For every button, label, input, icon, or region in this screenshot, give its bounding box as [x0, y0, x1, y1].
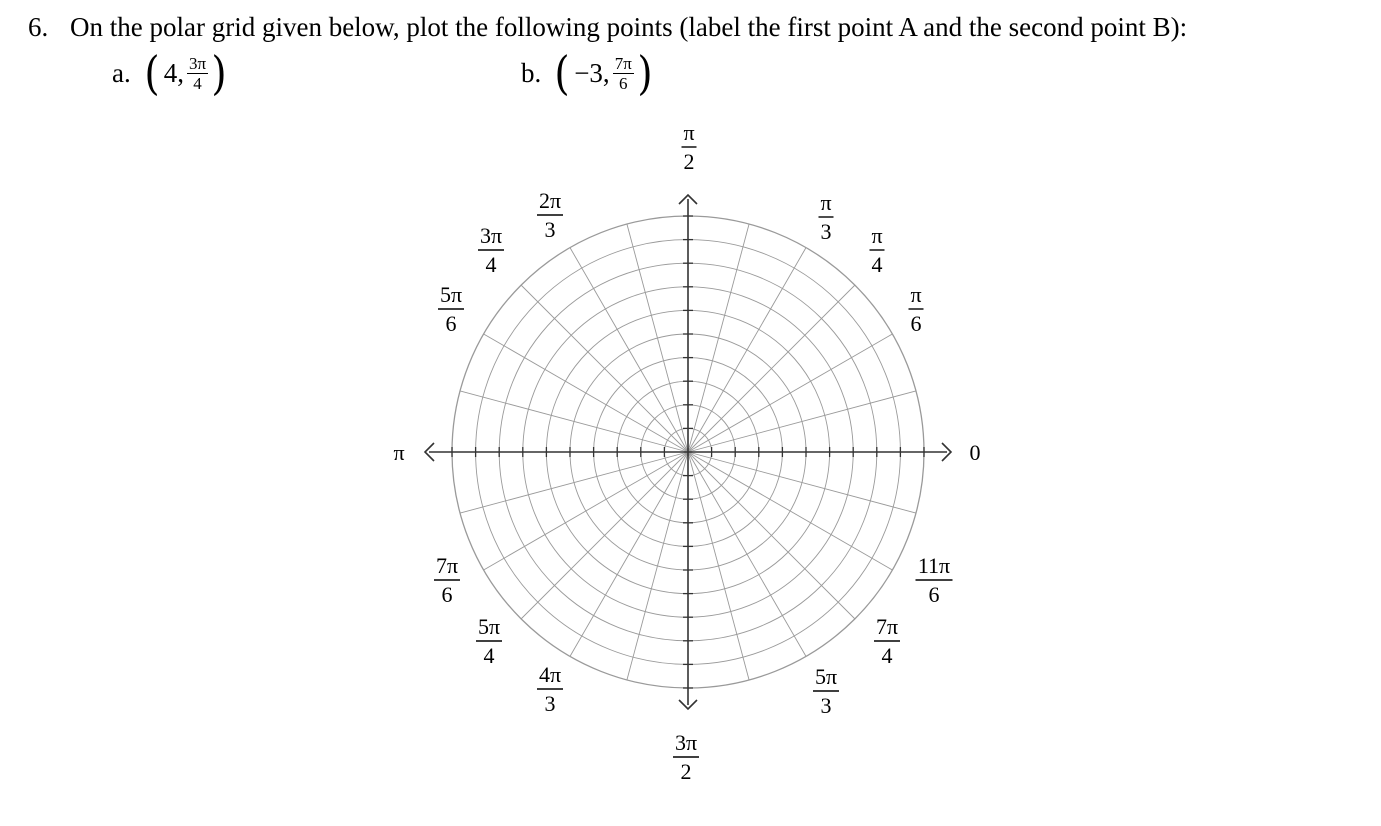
grid-spoke	[521, 285, 688, 452]
angle-label-denominator: 2	[680, 759, 692, 784]
angle-label-numerator: 5π	[814, 664, 838, 689]
angle-label-pi	[393, 440, 404, 465]
angle-label-denominator: 4	[881, 643, 893, 668]
angle-label-numerator: π	[910, 282, 922, 307]
point-b-label: b.	[521, 57, 542, 88]
angle-label-denominator: 4	[871, 252, 883, 277]
close-paren: )	[211, 46, 227, 100]
open-paren: (	[554, 46, 570, 100]
grid-spoke	[688, 452, 806, 656]
angle-label-3pi-4	[478, 223, 504, 277]
angle-label-denominator: 3	[544, 217, 556, 242]
angle-label-pi-2	[682, 120, 697, 174]
grid-spoke	[484, 452, 688, 570]
grid-spoke	[688, 452, 892, 570]
angle-label-denominator: 6	[445, 311, 457, 336]
point-b-angle-denominator: 6	[618, 73, 628, 93]
angle-label-denominator: 3	[544, 691, 556, 716]
grid-spoke	[460, 452, 688, 513]
angle-label-7pi-4	[874, 614, 900, 668]
point-a-angle-denominator: 4	[193, 73, 202, 93]
angle-label-numerator: 2π	[538, 188, 562, 213]
angle-label-numerator: 3π	[479, 223, 503, 248]
point-a-radius: 4,	[163, 57, 184, 88]
grid-spoke	[688, 452, 916, 513]
angle-label-pi-3	[819, 190, 834, 244]
grid-spoke	[688, 391, 916, 452]
angle-label-4pi-3	[537, 662, 563, 716]
angle-label-denominator: 3	[820, 219, 832, 244]
angle-label-denominator: 3	[820, 693, 832, 718]
angle-label-denominator: 4	[483, 643, 495, 668]
angle-label-pi-4	[870, 223, 885, 277]
angle-label-denominator: 2	[683, 149, 695, 174]
grid-spoke	[627, 224, 688, 452]
angle-label-numerator: π	[683, 120, 695, 145]
angle-label-numerator: π	[820, 190, 832, 215]
angle-label-numerator: 4π	[538, 662, 562, 687]
point-a-label: a.	[112, 57, 131, 88]
angle-label-denominator: 6	[928, 582, 940, 607]
angle-label-11pi-6	[916, 553, 953, 607]
angle-label-0	[970, 440, 981, 465]
angle-label-7pi-6	[434, 553, 460, 607]
angle-label-5pi-6	[438, 282, 464, 336]
grid-spoke	[688, 248, 806, 452]
angle-label-text: 0	[969, 440, 981, 465]
angle-label-denominator: 6	[441, 582, 453, 607]
close-paren: )	[637, 46, 653, 100]
grid-spoke	[484, 334, 688, 452]
open-paren: (	[144, 46, 160, 100]
angle-label-pi-6	[909, 282, 924, 336]
angle-label-numerator: 11π	[917, 553, 951, 578]
angle-label-numerator: 7π	[435, 553, 459, 578]
grid-spoke	[460, 391, 688, 452]
grid-spoke	[688, 334, 892, 452]
angle-label-3pi-2	[673, 730, 699, 784]
grid-spoke	[521, 452, 688, 619]
angle-label-denominator: 4	[485, 252, 497, 277]
grid-spoke	[570, 452, 688, 656]
angle-label-numerator: 7π	[875, 614, 899, 639]
grid-spoke	[688, 452, 749, 680]
point-a-angle-numerator: 3π	[188, 53, 207, 73]
angle-label-numerator: 5π	[439, 282, 463, 307]
question-number: 6.	[28, 12, 49, 42]
angle-label-numerator: 3π	[674, 730, 698, 755]
question-prompt: On the polar grid given below, plot the following points (label the first point A and the second point B):	[70, 12, 1188, 42]
grid-spoke	[688, 452, 855, 619]
angle-label-2pi-3	[537, 188, 563, 242]
grid-spoke	[627, 452, 688, 680]
grid-spoke	[570, 248, 688, 452]
angle-label-numerator: 5π	[477, 614, 501, 639]
angle-label-numerator: π	[871, 223, 883, 248]
grid-spoke	[688, 224, 749, 452]
angle-label-denominator: 6	[910, 311, 922, 336]
point-b-angle-numerator: 7π	[614, 53, 632, 73]
angle-label-5pi-4	[476, 614, 502, 668]
point-b-radius: −3,	[574, 57, 610, 88]
grid-spoke	[688, 285, 855, 452]
angle-label-5pi-3	[813, 664, 839, 718]
angle-label-text: π	[393, 440, 405, 465]
